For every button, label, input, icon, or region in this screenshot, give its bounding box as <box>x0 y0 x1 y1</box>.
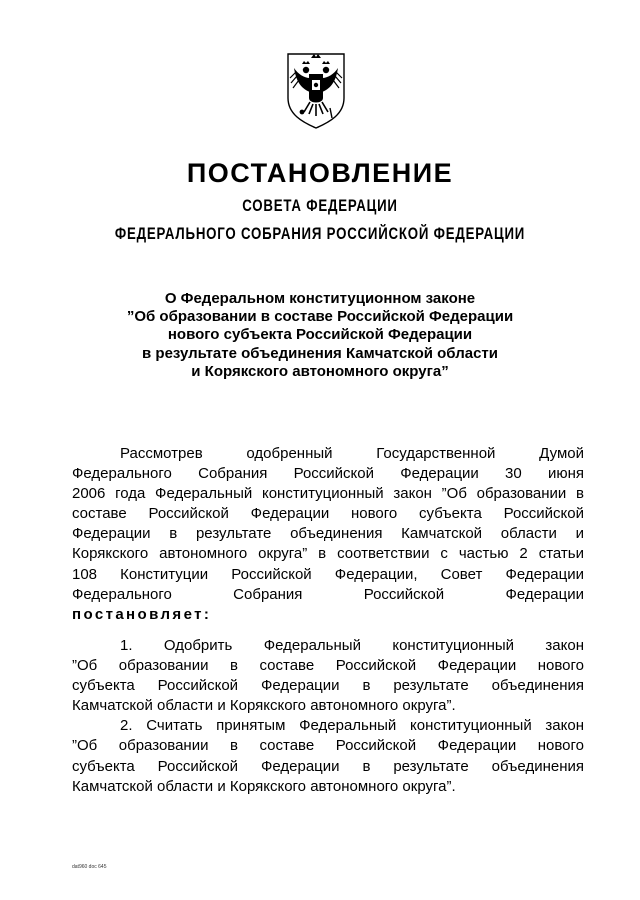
subject-line: О Федеральном конституционном законе <box>164 290 476 307</box>
resolution-items <box>72 636 584 797</box>
body-line: 2006 года Федеральный конституционный закон ”Об образовании в <box>72 485 584 503</box>
item-2-line: Камчатской области и Корякского автономного округа”. <box>72 777 456 795</box>
body-line: Федерального Собрания Российской Федерации 30 июня <box>72 465 584 483</box>
item-2-line: ”Об образовании в составе Российской Федерации нового <box>72 737 584 755</box>
body-line: Корякского автономного округа” в соответствии с частью 2 статьи <box>72 545 584 563</box>
item-1-line: ”Об образовании в составе Российской Федерации нового <box>72 657 584 675</box>
item-1-line: 1. Одобрить Федеральный конституционный закон <box>120 637 584 654</box>
resolves-word: постановляет: <box>72 605 212 623</box>
item-2-line: субъекта Российской Федерации в результате объединения <box>72 757 584 775</box>
item-1-line: Камчатской области и Корякского автономного округа”. <box>72 697 456 715</box>
issuer-line-1: СОВЕТА ФЕДЕРАЦИИ <box>242 196 398 215</box>
document-title: ПОСТАНОВЛЕНИЕ <box>186 158 454 188</box>
item-1-line: субъекта Российской Федерации в результате объединения <box>72 677 584 695</box>
subject-line: и Корякского автономного округа” <box>191 362 449 380</box>
coat-of-arms-icon <box>280 48 352 132</box>
body-line: составе Российской Федерации нового субъекта Российской <box>72 505 584 523</box>
document-subject <box>60 290 580 381</box>
preamble-paragraph <box>72 444 584 625</box>
subject-line: ”Об образовании в составе Российской Федерации <box>126 308 514 326</box>
subject-line: в результате объединения Камчатской области <box>142 344 498 362</box>
body-line: Федерации в результате объединения Камчатской области и <box>72 525 584 543</box>
body-line: 108 Конституции Российской Федерации, Совет Федерации <box>72 565 584 583</box>
body-line: Федерального Собрания Российской Федерации <box>72 585 584 603</box>
subject-line: нового субъекта Российской Федерации <box>167 326 473 344</box>
item-2-line: 2. Считать принятым Федеральный конституционный закон <box>120 717 584 735</box>
issuer-line-2: ФЕДЕРАЛЬНОГО СОБРАНИЯ РОССИЙСКОЙ ФЕДЕРАЦИИ <box>114 224 526 243</box>
document-code: dat960 doc 645 <box>72 864 107 870</box>
body-line: Рассмотрев одобренный Государственной Думой <box>120 445 584 462</box>
